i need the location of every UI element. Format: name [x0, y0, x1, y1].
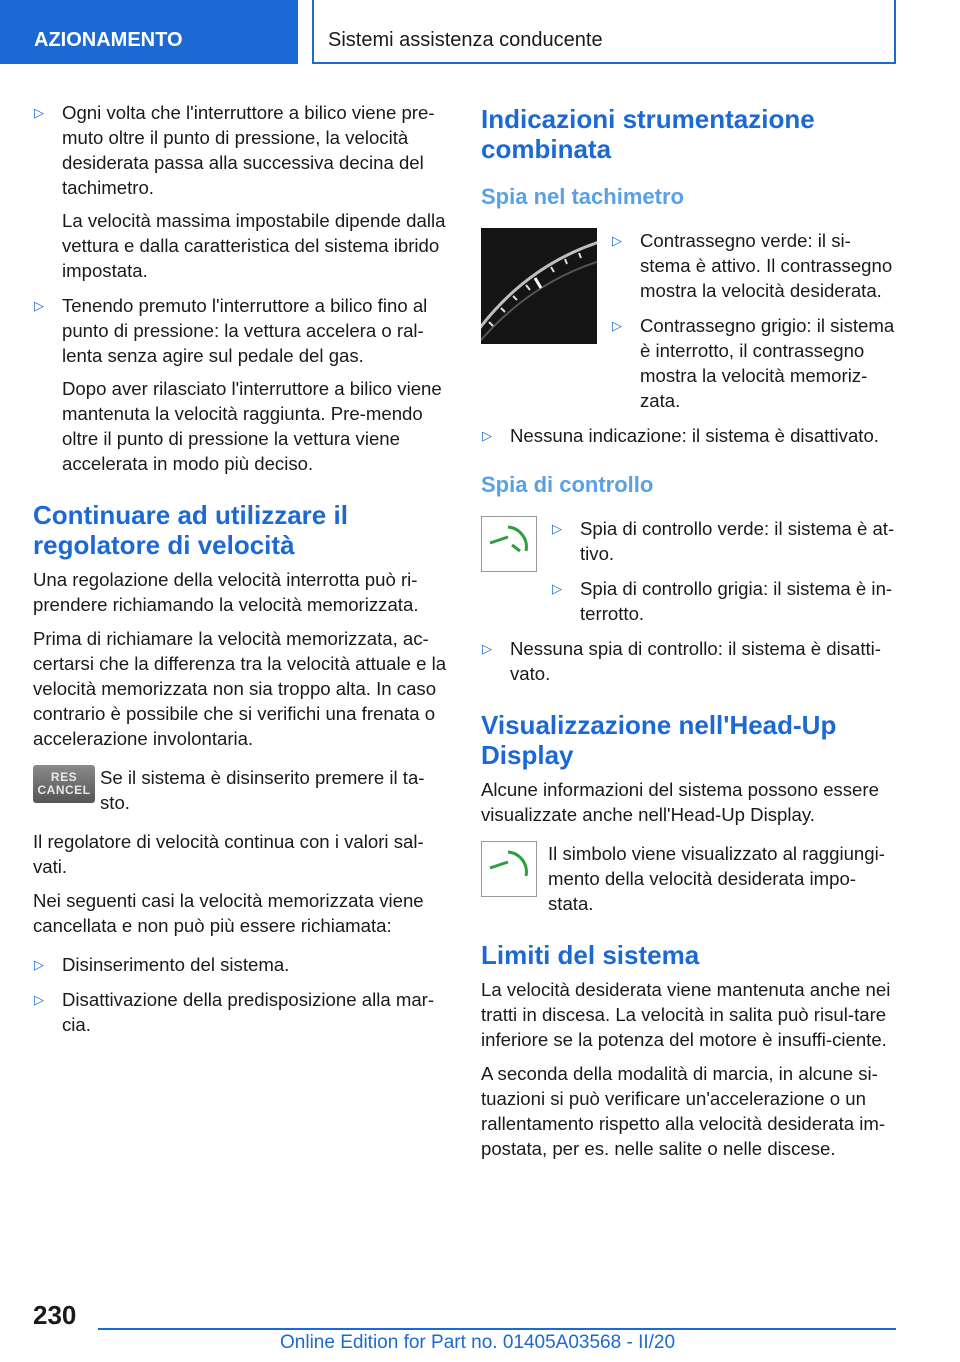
section-heading: Continuare ad utilizzare il regolatore di velocità: [33, 500, 348, 560]
list-item: ▷ Contrassegno verde: il si-stema è attivo. Il contrassegno mostra la velocità desiderata.: [612, 230, 893, 301]
triangle-bullet-icon: ▷: [34, 957, 44, 972]
header-chapter-title: Sistemi assistenza conducente: [312, 0, 896, 64]
paragraph: Prima di richiamare la velocità memorizzata, ac-certarsi che la differenza tra la velocità attuale e la velocità memorizzata non sia troppo alta. In caso contrario è possibile che si verifichi una frenata o accelerazione involontaria.: [33, 628, 447, 749]
section-heading: Indicazioni strumentazione combinata: [481, 104, 815, 164]
triangle-bullet-icon: ▷: [552, 521, 562, 536]
control-lamp-row: [481, 516, 899, 626]
list-item: ▷ Nessuna spia di controllo: il sistema è disatti-vato.: [482, 638, 882, 684]
left-column: [33, 100, 451, 1047]
triangle-bullet-icon: ▷: [612, 318, 622, 333]
footer-divider: [98, 1328, 896, 1330]
list-item: ▷ Ogni volta che l'interruttore a bilico viene pre-muto oltre il punto di pressione, la velocità desiderata passa alla successiva decina del tachimetro. La velocità massima impostabile dipende dalla vettura e dalla caratteristica del sistema ibrido impostata.: [34, 102, 446, 281]
paragraph: Alcune informazioni del sistema possono essere visualizzate anche nell'Head-Up Display.: [481, 779, 879, 825]
page-number: 230: [33, 1300, 77, 1330]
subsection-heading: Spia nel tachimetro: [481, 184, 684, 209]
list-item: ▷ Disinserimento del sistema.: [34, 954, 290, 975]
res-cancel-button-icon: RES CANCEL: [33, 765, 95, 803]
subsection-heading: Spia di controllo: [481, 472, 654, 497]
list-item: ▷ Nessuna indicazione: il sistema è disattivato.: [482, 425, 879, 446]
triangle-bullet-icon: ▷: [482, 428, 492, 443]
cruise-control-green-icon: [481, 516, 537, 572]
list-item: ▷ Spia di controllo verde: il sistema è at-tivo.: [552, 518, 895, 564]
triangle-bullet-icon: ▷: [552, 581, 562, 596]
list-item: ▷ Contrassegno grigio: il sistema è interrotto, il contrassegno mostra la velocità memoriz-zata.: [612, 315, 895, 411]
list-item: ▷ Disattivazione della predisposizione alla mar-cia.: [34, 989, 435, 1035]
paragraph: Nei seguenti casi la velocità memorizzata viene cancellata e non può più essere richiamata:: [33, 890, 424, 936]
paragraph: Il regolatore di velocità continua con i valori sal-vati.: [33, 831, 424, 877]
paragraph: La velocità desiderata viene mantenuta anche nei tratti in discesa. La velocità in salita può risul-tare inferiore se la potenza del motore è insuffi-ciente.: [481, 979, 891, 1050]
res-cancel-row: RES CANCEL Se il sistema è disinserito premere il ta-sto.: [33, 765, 451, 815]
triangle-bullet-icon: ▷: [612, 233, 622, 248]
triangle-bullet-icon: ▷: [34, 105, 44, 120]
hud-symbol-row: Il simbolo viene visualizzato al raggiungi-mento della velocità desiderata impo-stata.: [481, 841, 899, 916]
list-item: ▷ Tenendo premuto l'interruttore a bilico fino al punto di pressione: la vettura accelera o ral-lenta senza agire sul pedale del gas. Dopo aver rilasciato l'interruttore a bilico viene mantenuta la velocità raggiunta. Pre-mendo oltre il punto di pressione la vettura viene accelerata in modo più deciso.: [34, 295, 442, 474]
footer-edition: Online Edition for Part no. 01405A03568 - II/20: [280, 1332, 676, 1353]
hud-speed-symbol-icon: [481, 841, 537, 897]
triangle-bullet-icon: ▷: [34, 298, 44, 313]
right-column: [481, 100, 899, 1170]
speedometer-image: [481, 228, 597, 344]
header-section-tab: AZIONAMENTO: [0, 0, 298, 64]
paragraph: A seconda della modalità di marcia, in alcune si-tuazioni si può verificare un'accelerazione o un rallentamento rispetto alla velocità desiderata im-postata, per es. nelle salite o nelle discese.: [481, 1063, 886, 1159]
speedometer-row: [481, 228, 899, 413]
triangle-bullet-icon: ▷: [34, 992, 44, 1007]
section-heading: Limiti del sistema: [481, 940, 700, 970]
paragraph: Una regolazione della velocità interrotta può ri-prendere richiamando la velocità memorizzata.: [33, 569, 419, 615]
triangle-bullet-icon: ▷: [482, 641, 492, 656]
section-heading: Visualizzazione nell'Head-Up Display: [481, 710, 837, 770]
list-item: ▷ Spia di controllo grigia: il sistema è in-terrotto.: [552, 578, 893, 624]
